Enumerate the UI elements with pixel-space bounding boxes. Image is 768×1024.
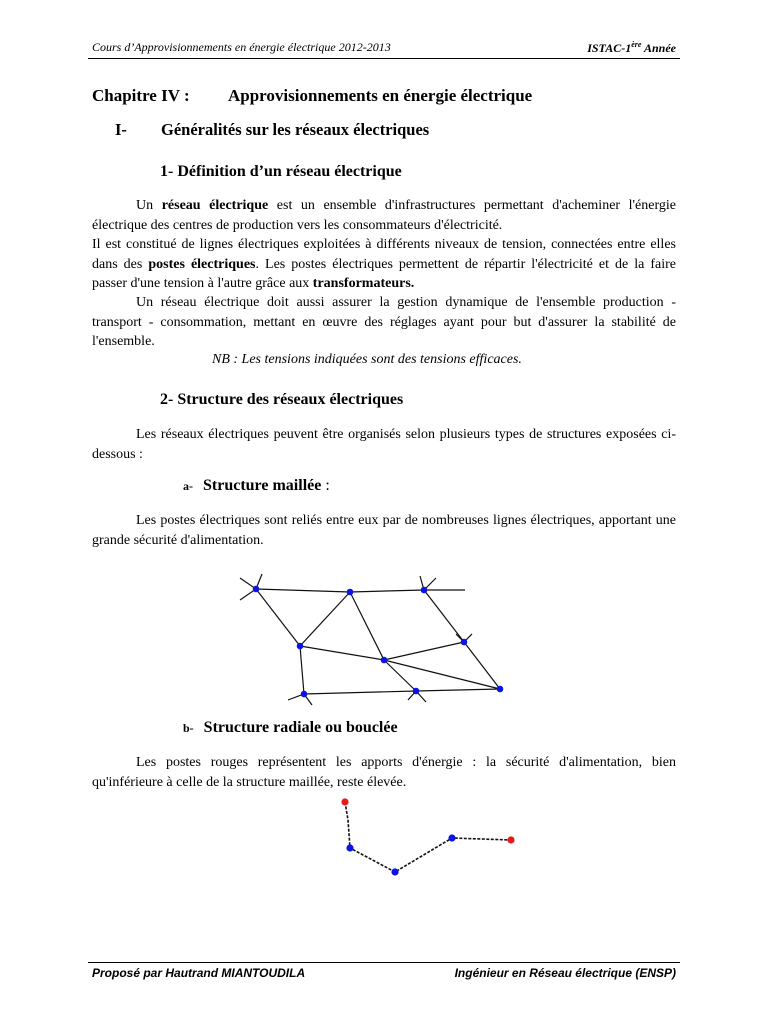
- substation-node: [497, 686, 504, 693]
- structure-a-colon: :: [321, 477, 330, 494]
- network-line: [300, 646, 304, 694]
- network-line: [304, 689, 500, 694]
- text-run: . Les postes électriques permettent de répartir l'électricité et de la faire passer d'une tension à l'autre grâce aux: [92, 256, 677, 291]
- energy-source-node: [507, 836, 514, 843]
- structure-a-letter: a-: [183, 479, 193, 493]
- subsection-2-title: 2- Structure des réseaux électriques: [160, 391, 404, 408]
- header-class-suffix: Année: [641, 41, 676, 55]
- substation-node: [253, 586, 260, 593]
- substation-node: [391, 868, 398, 875]
- term-transformateurs: transformateurs.: [312, 276, 415, 291]
- substation-node: [346, 844, 353, 851]
- section-number: I-: [115, 120, 127, 139]
- substation-node: [413, 688, 420, 695]
- footer-rule: [88, 962, 680, 963]
- running-header-course: Cours d’Approvisionnements en énergie électrique 2012-2013: [92, 40, 391, 54]
- substation-node: [297, 643, 304, 650]
- network-line: [384, 660, 416, 691]
- note-nb: NB : Les tensions indiquées sont des tensions efficaces.: [212, 352, 522, 367]
- substation-node: [461, 639, 468, 646]
- network-line-stub: [240, 574, 262, 589]
- network-line: [300, 646, 500, 689]
- header-class-sup: ère: [631, 40, 642, 49]
- section-title: Généralités sur les réseaux électriques: [161, 120, 430, 139]
- footer-author: Proposé par Hautrand MIANTOUDILA: [92, 966, 306, 980]
- term-reseau-electrique: réseau électrique: [161, 198, 269, 213]
- substation-node: [448, 834, 455, 841]
- structure-b-title: Structure radiale ou bouclée: [203, 719, 398, 736]
- substation-node: [347, 589, 354, 596]
- network-line-stub: [288, 694, 312, 705]
- text-run: Il est constitué de lignes électriques exploitées à différents niveaux de tension, connectées entre elles dans des: [92, 237, 676, 272]
- network-line: [256, 589, 465, 592]
- network-line: [350, 592, 384, 660]
- radial-line: [345, 802, 511, 872]
- text-run: Un: [136, 198, 162, 213]
- chapter-number: Chapitre IV :: [92, 86, 190, 105]
- subsection-1-title: 1- Définition d’un réseau électrique: [160, 163, 402, 180]
- chapter-title: Approvisionnements en énergie électrique: [228, 86, 533, 105]
- energy-source-node: [341, 798, 348, 805]
- footer-author-title: Ingénieur en Réseau électrique (ENSP): [454, 966, 676, 980]
- structure-a-title: Structure maillée: [203, 477, 322, 494]
- paragraph-management: Un réseau électrique doit aussi assurer la gestion dynamique de l'ensemble production - transport - consommation, mettant en œuvre des réglages ayant pour but d'assurer la stabilité de l'ensemble.: [92, 295, 676, 349]
- network-line: [424, 590, 464, 642]
- structure-b-letter: b-: [183, 721, 194, 735]
- network-line: [300, 592, 350, 646]
- header-class-prefix: ISTAC-1: [587, 41, 632, 55]
- text-run: est un ensemble d'infrastructures permettant d'acheminer l'énergie électrique des centres de production vers les consommateurs d'électricité.: [92, 198, 676, 233]
- substation-node: [381, 657, 388, 664]
- substation-node: [421, 587, 428, 594]
- radial-network-diagram: [341, 798, 514, 875]
- paragraph-structures-intro: Les réseaux électriques peuvent être organisés selon plusieurs types de structures exposées ci-dessous :: [92, 427, 676, 462]
- substation-node: [301, 691, 308, 698]
- network-line: [256, 589, 300, 646]
- paragraph-structure-maillee: Les postes électriques sont reliés entre eux par de nombreuses lignes électriques, apportant une grande sécurité d'alimentation.: [92, 513, 676, 548]
- network-line: [384, 642, 464, 660]
- term-postes-electriques: postes électriques: [148, 256, 256, 272]
- paragraph-structure-radiale: Les postes rouges représentent les apports d'énergie : la sécurité d'alimentation, bien qu'inférieure à celle de la structure maillée, reste élevée.: [92, 755, 676, 790]
